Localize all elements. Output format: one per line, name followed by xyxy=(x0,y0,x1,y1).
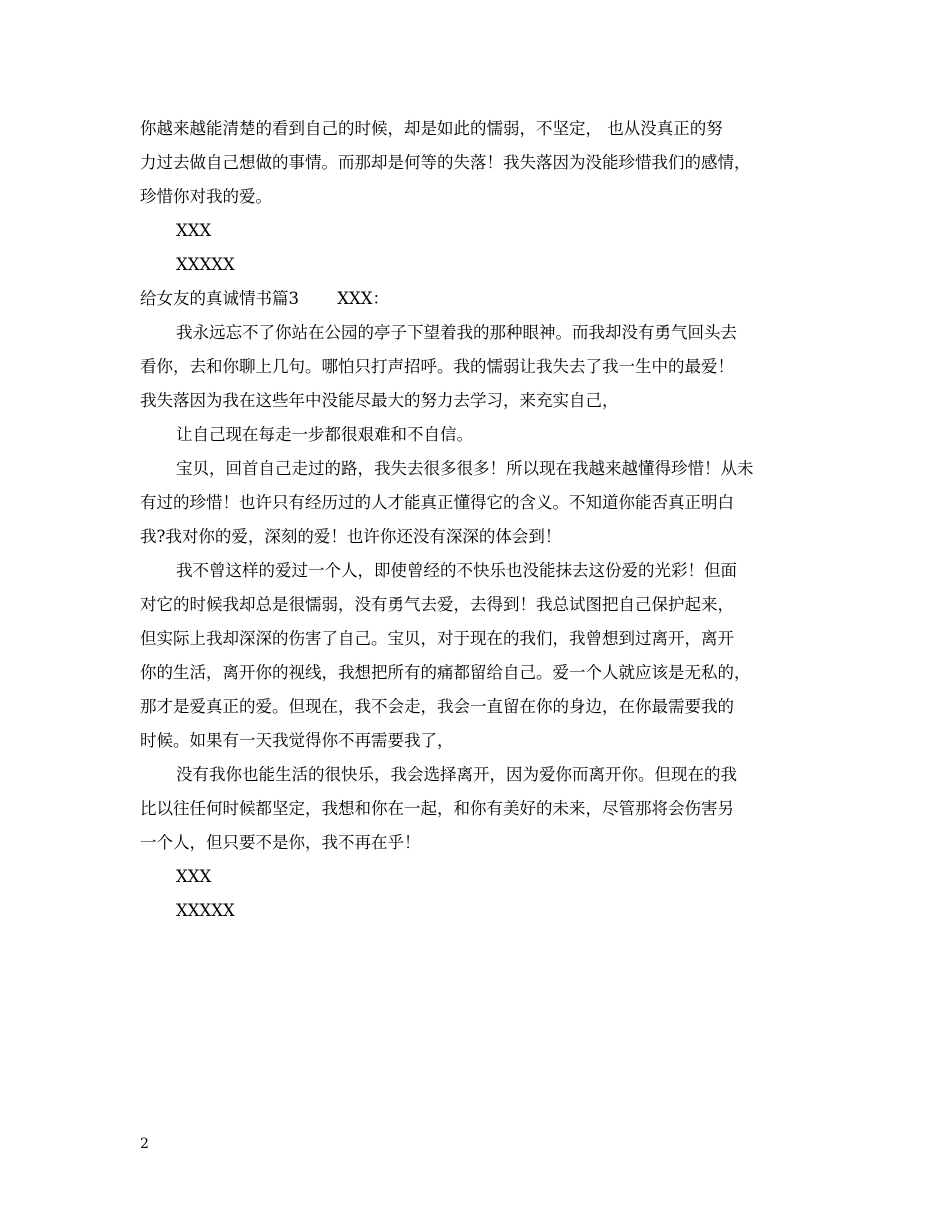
text-line: 看你，去和你聊上几句。哪怕只打声招呼。我的懦弱让我失去了我一生中的最爱！ xyxy=(140,357,734,376)
page-number: 2 xyxy=(140,1136,149,1152)
signature-line: XXX xyxy=(176,867,212,886)
text-line: 我?我对你的爱，深刻的爱！也许你还没有深深的体会到！ xyxy=(140,527,562,546)
text-line: 但实际上我却深深的伤害了自己。宝贝，对于现在的我们，我曾想到过离开，离开 xyxy=(140,629,734,648)
text-line: 你的生活，离开你的视线，我想把所有的痛都留给自己。爱一个人就应该是无私的， xyxy=(140,663,751,682)
text-line: 你越来越能清楚的看到自己的时候，却是如此的懦弱，不坚定， 也从没真正的努 xyxy=(140,119,723,138)
text-line: 那才是爱真正的爱。但现在，我不会走，我会一直留在你的身边，在你最需要我的 xyxy=(140,697,734,716)
date-line: XXXXX xyxy=(176,901,235,920)
text-line: 我不曾这样的爱过一个人，即使曾经的不快乐也没能抹去这份爱的光彩！但面 xyxy=(176,561,737,580)
text-line: 没有我你也能生活的很快乐，我会选择离开，因为爱你而离开你。但现在的我 xyxy=(176,765,737,784)
text-line: 宝贝，回首自己走过的路，我失去很多很多！所以现在我越来越懂得珍惜！从未 xyxy=(176,459,754,478)
signature-line: XXX xyxy=(176,221,212,240)
text-line: 我失落因为我在这些年中没能尽最大的努力去学习，来充实自己， xyxy=(140,391,619,410)
text-line: 珍惜你对我的爱。 xyxy=(140,187,272,206)
text-line: 对它的时候我却总是很懦弱，没有勇气去爱，去得到！我总试图把自己保护起来， xyxy=(140,595,734,614)
text-line: 时候。如果有一天我觉得你不再需要我了， xyxy=(140,731,454,750)
text-line: 比以往任何时候都坚定，我想和你在一起，和你有美好的未来，尽管那将会伤害另 xyxy=(140,799,734,818)
text-line: 我永远忘不了你站在公园的亭子下望着我的那种眼神。而我却没有勇气回头去 xyxy=(176,323,737,342)
text-line: 让自己现在每走一步都很艰难和不自信。 xyxy=(176,425,473,444)
date-line: XXXXX xyxy=(176,255,235,274)
document-body xyxy=(140,112,830,928)
section-heading: 给女友的真诚情书篇3 XXX： xyxy=(140,289,389,308)
text-line: 一个人，但只要不是你，我不再在乎！ xyxy=(140,833,421,852)
text-line: 力过去做自己想做的事情。而那却是何等的失落！我失落因为没能珍惜我们的感情， xyxy=(140,153,751,172)
text-line: 有过的珍惜！也许只有经历过的人才能真正懂得它的含义。不知道你能否真正明白 xyxy=(140,493,734,512)
